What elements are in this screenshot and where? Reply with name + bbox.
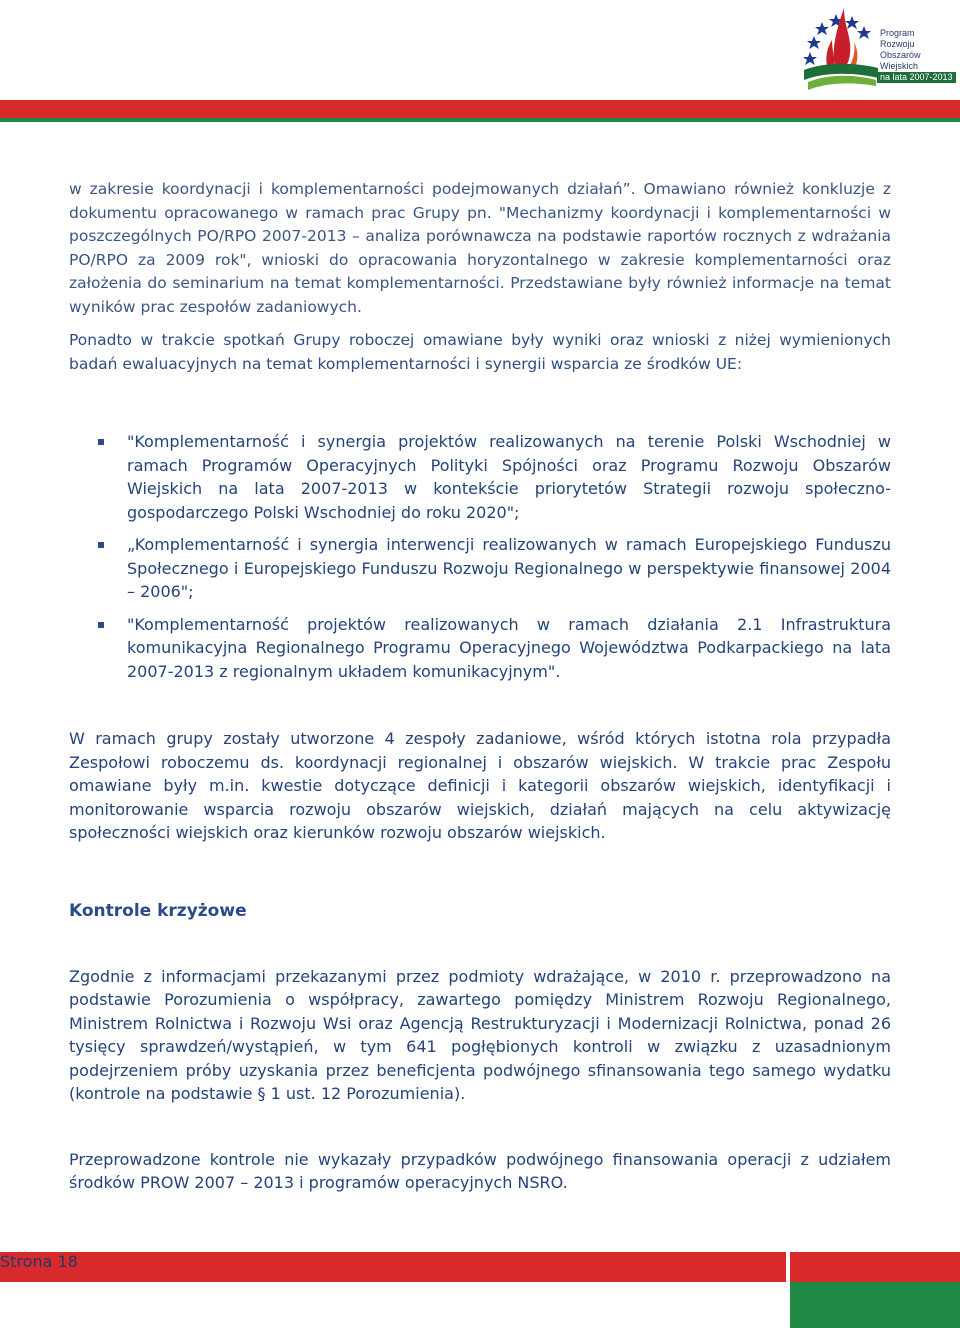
footer-stripe-red [0,1252,960,1282]
logo-text [880,28,956,83]
header-stripe-green [0,118,960,122]
paragraph-task-teams: W ramach grupy zostały utworzone 4 zespoły zadaniowe, wśród których istotna rola przypadła Zespołowi roboczemu ds. koordynacji regionalnej i obszarów wiejskich. W trakcie prac Zespołu omawiane były m.in. kwestie dotyczące definicji i kategorii obszarów wiejskich, identyfikacji i monitorowanie wsparcia rozwoju obszarów wiejskich, działań mających na celu aktywizację społeczności wiejskich oraz kierunków rozwoju obszarów wiejskich. [69,729,891,842]
logo-line-obszarow: Obszarów [880,50,921,60]
logo-line-program: Program [880,28,915,38]
square-bullet-icon [98,622,104,628]
list-item [69,613,891,684]
footer-page-box [790,1282,960,1328]
list-item-text: „Komplementarność i synergia interwencji realizowanych w ramach Europejskiego Funduszu Społecznego i Europejskiego Funduszu Rozwoju Regionalnego w perspektywie finansowej 2004 – 2006"; [127,535,891,601]
paragraph-coordination: w zakresie koordynacji i komplementarności podejmowanych działań”. Omawiano również konkluzje z dokumentu opracowanego w ramach prac Grupy pn. "Mechanizmy koordynacji i komplementarności w poszczególnych PO/RPO 2007-2013 – analiza porównawcza na podstawie raportów rocznych z wdrażania PO/RPO za 2009 rok", wnioski do opracowania horyzontalnego w zakresie komplementarności oraz założenia do seminarium na temat komplementarności. Przedstawiane były również informacje na temat wyników prac zespołów zadaniowych. [69,180,891,316]
program-logo [800,2,956,92]
paragraph-evaluation-intro: Ponadto w trakcie spotkań Grupy roboczej omawiane były wyniki oraz wnioski z niżej wymienionych badań ewaluacyjnych na temat komplementarności i synergii wsparcia ze środków UE: [69,331,891,373]
evaluation-list [69,430,891,683]
footer-stripe [0,1252,960,1328]
list-item [69,430,891,524]
square-bullet-icon [98,439,104,445]
page-number: Strona 18 [0,1252,78,1271]
logo-line-rozwoju: Rozwoju [880,39,915,49]
square-bullet-icon [98,542,104,548]
logo-line-years: na lata 2007-2013 [877,72,956,83]
paragraph-cross-checks: Zgodnie z informacjami przekazanymi przez podmioty wdrażające, w 2010 r. przeprowadzono na podstawie Porozumienia o współpracy, zawartego pomiędzy Ministrem Rozwoju Regionalnego, Ministrem Rolnictwa i Rozwoju Wsi oraz Agencją Restrukturyzacji i Modernizacji Rolnictwa, ponad 26 tysięcy sprawdzeń/wystąpień, w tym 641 pogłębionych kontroli w związku z uzasadnionym podejrzeniem próby uzyskania przez beneficjenta podwójnego sfinansowania tego samego wydatku (kontrole na podstawie § 1 ust. 12 Porozumienia). [69,966,891,1103]
logo-emblem-icon [800,2,880,92]
section-title: Kontrole krzyżowe [69,900,247,921]
logo-line-wiejskich: Wiejskich [880,61,919,71]
list-item-text: "Komplementarność projektów realizowanych w ramach działania 2.1 Infrastruktura komunikacyjna Regionalnego Programu Operacyjnego Województwa Podkarpackiego na lata 2007-2013 z regionalnym układem komunikacyjnym". [127,614,891,681]
list-item [69,533,891,604]
page-content [69,178,891,1195]
header-stripe [0,100,960,122]
list-item-text: "Komplementarność i synergia projektów realizowanych na terenie Polski Wschodniej w ramach Programów Operacyjnych Polityki Spójności oraz Programu Rozwoju Obszarów Wiejskich na lata 2007-2013 w kontekście priorytetów Strategii rozwoju społeczno-gospodarczego Polski Wschodniej do roku 2020"; [127,432,891,522]
paragraph-check-results: Przeprowadzone kontrole nie wykazały przypadków podwójnego finansowania operacji z udziałem środków PROW 2007 – 2013 i programów operacyjnych NSRO. [69,1149,891,1192]
